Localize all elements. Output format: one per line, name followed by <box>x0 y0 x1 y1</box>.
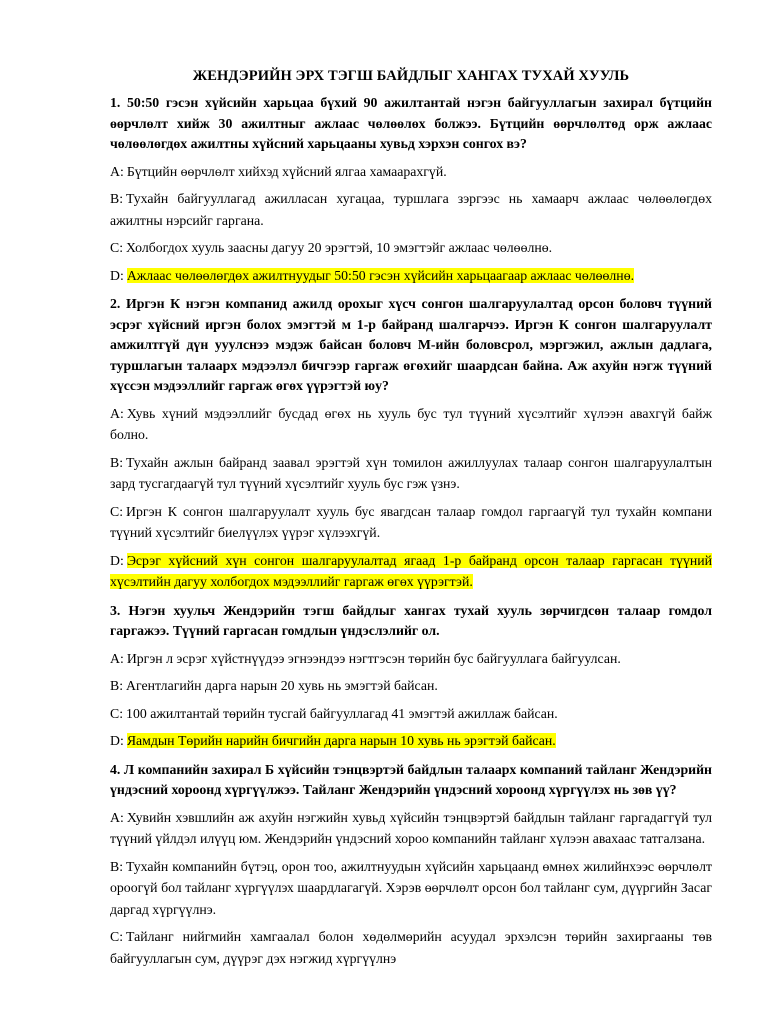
highlighted-answer-text: Эсрэг хүйсний хүн сонгон шалгаруулалтад ягаад 1-р байранд орсон талаар гаргасан түүний хүсэлтийн дагуу холбогдох мэдээллийг гаргаж өгөх үүрэгтэй. <box>110 552 712 589</box>
answer-option <box>110 501 712 544</box>
document-page <box>110 66 712 977</box>
option-letter: D: <box>110 267 124 283</box>
highlighted-answer-text: Ажлаас чөлөөлөгдөх ажилтнуудыг 50:50 гэсэн хүйсийн харьцаагаар ажлаас чөлөөлнө. <box>126 267 635 283</box>
option-letter: C: <box>110 929 124 944</box>
option-letter: D: <box>110 552 124 568</box>
option-text: Бүтцийн өөрчлөлт хийхэд хүйсний ялгаа хамаарахгүй. <box>126 163 447 179</box>
option-text: Холбогдох хууль заасны дагуу 20 эрэгтэй, 10 эмэгтэйг ажлаас чөлөөлнө. <box>126 240 553 255</box>
option-letter: C: <box>110 240 124 255</box>
option-letter: B: <box>110 191 124 206</box>
question-list <box>110 93 712 969</box>
answer-option <box>110 807 712 850</box>
option-text: Хувь хүний мэдээллийг бусдад өгөх нь хууль бус тул түүний хүсэлтийг хүлээн авахгүй байж болно. <box>110 405 712 442</box>
question-1 <box>110 93 712 286</box>
question-text: 2. Иргэн К нэгэн компанид ажилд орохыг хүсч сонгон шалгаруулалтад орсон боловч түүний эсрэг хүйсний иргэн болох эмэгтэй м 1-р байранд шалгарчээ. Иргэн К сонгон шалгаруулалт амжилтгүй дүн ууулснээ мэдэж байсан боловч М-ийн боловсрол, мэргэжил, ажлын дадлага, туршлагын талаарх мэдээлэл бичгээр гаргаж өгөхийг шаардсан байна. Аж ахуйн нэгж түүний хүссэн мэдээллийг гаргаж өгөх үүрэгтэй юу? <box>110 296 712 393</box>
option-text: 100 ажилтантай төрийн тусгай байгууллагад 41 эмэгтэй ажиллаж байсан. <box>126 705 558 721</box>
option-text: Агентлагийн дарга нарын 20 хувь нь эмэгтэй байсан. <box>126 678 438 693</box>
question-3 <box>110 601 712 752</box>
option-text: Тухайн ажлын байранд заавал эрэгтэй хүн томилон ажиллуулах талаар сонгон шалгаруулалтын зард тусгагдаагүй тул түүний хүсэлтийг хууль бус гэж үзнэ. <box>110 454 712 491</box>
question-text: 4. Л компанийн захирал Б хүйсийн тэнцвэртэй байдлын талаарх компаний тайланг Жендэрийн үндэсний хороонд хүргүүлжээ. Тайланг Жендэрийн үндэсний хороонд хүргүүлэх нь зөв үү? <box>110 761 712 797</box>
answer-option <box>110 403 712 446</box>
question-4 <box>110 760 712 970</box>
question-2 <box>110 294 712 593</box>
document-title: ЖЕНДЭРИЙН ЭРХ ТЭГШ БАЙДЛЫГ ХАНГАХ ТУХАЙ ХУУЛЬ <box>192 68 630 84</box>
option-text: Тухайн байгууллагад ажилласан хугацаа, туршлага зэргээс нь хамаарч ажлаас чөлөөлөгдөх ажилтны нэрсийг гаргана. <box>110 191 712 228</box>
option-text: Тухайн компанийн бүтэц, орон тоо, ажилтнуудын хүйсийн харьцаанд өмнөх жилийнхээс өөрчлөлт ороогүй бол тайланг хүргүүлэх шаардлагагүй. Хэрэв өөрчлөлт орсон бол тайланг сум, дүүргийн Засаг даргад хүргүүлнэ. <box>110 858 712 917</box>
answer-option <box>110 703 712 725</box>
option-text: Хувийн хэвшлийн аж ахуйн нэгжийн хувьд хүйсийн тэнцвэртэй байдлын тайланг гаргадаггүй тул түүний үйлдэл илүүц юм. Жендэрийн үндэсний хороо компанийн тайланг хүлээн авахаас татгалзана. <box>110 809 712 846</box>
option-letter: C: <box>110 705 124 721</box>
answer-option <box>110 161 712 183</box>
answer-option <box>110 648 712 670</box>
highlighted-answer-text: Яамдын Төрийн нарийн бичгийн дарга нарын 10 хувь нь эрэгтэй байсан. <box>126 733 556 748</box>
answer-option <box>110 926 712 969</box>
answer-option <box>110 452 712 495</box>
option-letter: B: <box>110 454 124 470</box>
option-text: Иргэн К сонгон шалгаруулалт хууль бус явагдсан талаар гомдол гаргаагүй тул тухайн компани түүний хүсэлтийг биелүүлэх үүрэг хүлээхгүй. <box>110 503 712 540</box>
option-letter: B: <box>110 858 124 874</box>
option-letter: A: <box>110 809 124 825</box>
answer-option <box>110 237 712 259</box>
option-text: Иргэн л эсрэг хүйстнүүдээ эгнээндээ нэгтгэсэн төрийн бус байгууллага байгуулсан. <box>126 650 621 666</box>
answer-option <box>110 188 712 231</box>
option-text: Тайланг нийгмийн хамгаалал болон хөдөлмөрийн асуудал эрхэлсэн төрийн захиргааны төв байгууллагын сум, дүүрэг дэх нэгжид хүргүүлнэ <box>110 929 712 966</box>
answer-option <box>110 856 712 921</box>
option-letter: C: <box>110 503 124 519</box>
answer-option <box>110 550 712 593</box>
answer-option <box>110 675 712 697</box>
option-letter: A: <box>110 163 124 179</box>
option-letter: B: <box>110 678 124 693</box>
option-letter: D: <box>110 733 124 748</box>
option-letter: A: <box>110 650 124 666</box>
answer-option <box>110 265 712 287</box>
option-letter: A: <box>110 405 124 421</box>
question-text: 1. 50:50 гэсэн хүйсийн харьцаа бүхий 90 ажилтантай нэгэн байгууллагын захирал бүтцийн өөрчлөлт хийж 30 ажилтныг ажлаас чөлөөлөх болжээ. Бүтцийн өөрчлөлтөд орж ажлаас чөлөөлөгдөх ажилтны хүйсний харьцааны хувьд хэрхэн сонгох вэ? <box>110 95 712 151</box>
answer-option <box>110 730 712 752</box>
question-text: 3. Нэгэн хуульч Жендэрийн тэгш байдлыг хангах тухай хууль зөрчигдсөн талаар гомдол гаргажээ. Түүний гаргасан гомдлын үндэслэлийг ол. <box>110 602 712 638</box>
